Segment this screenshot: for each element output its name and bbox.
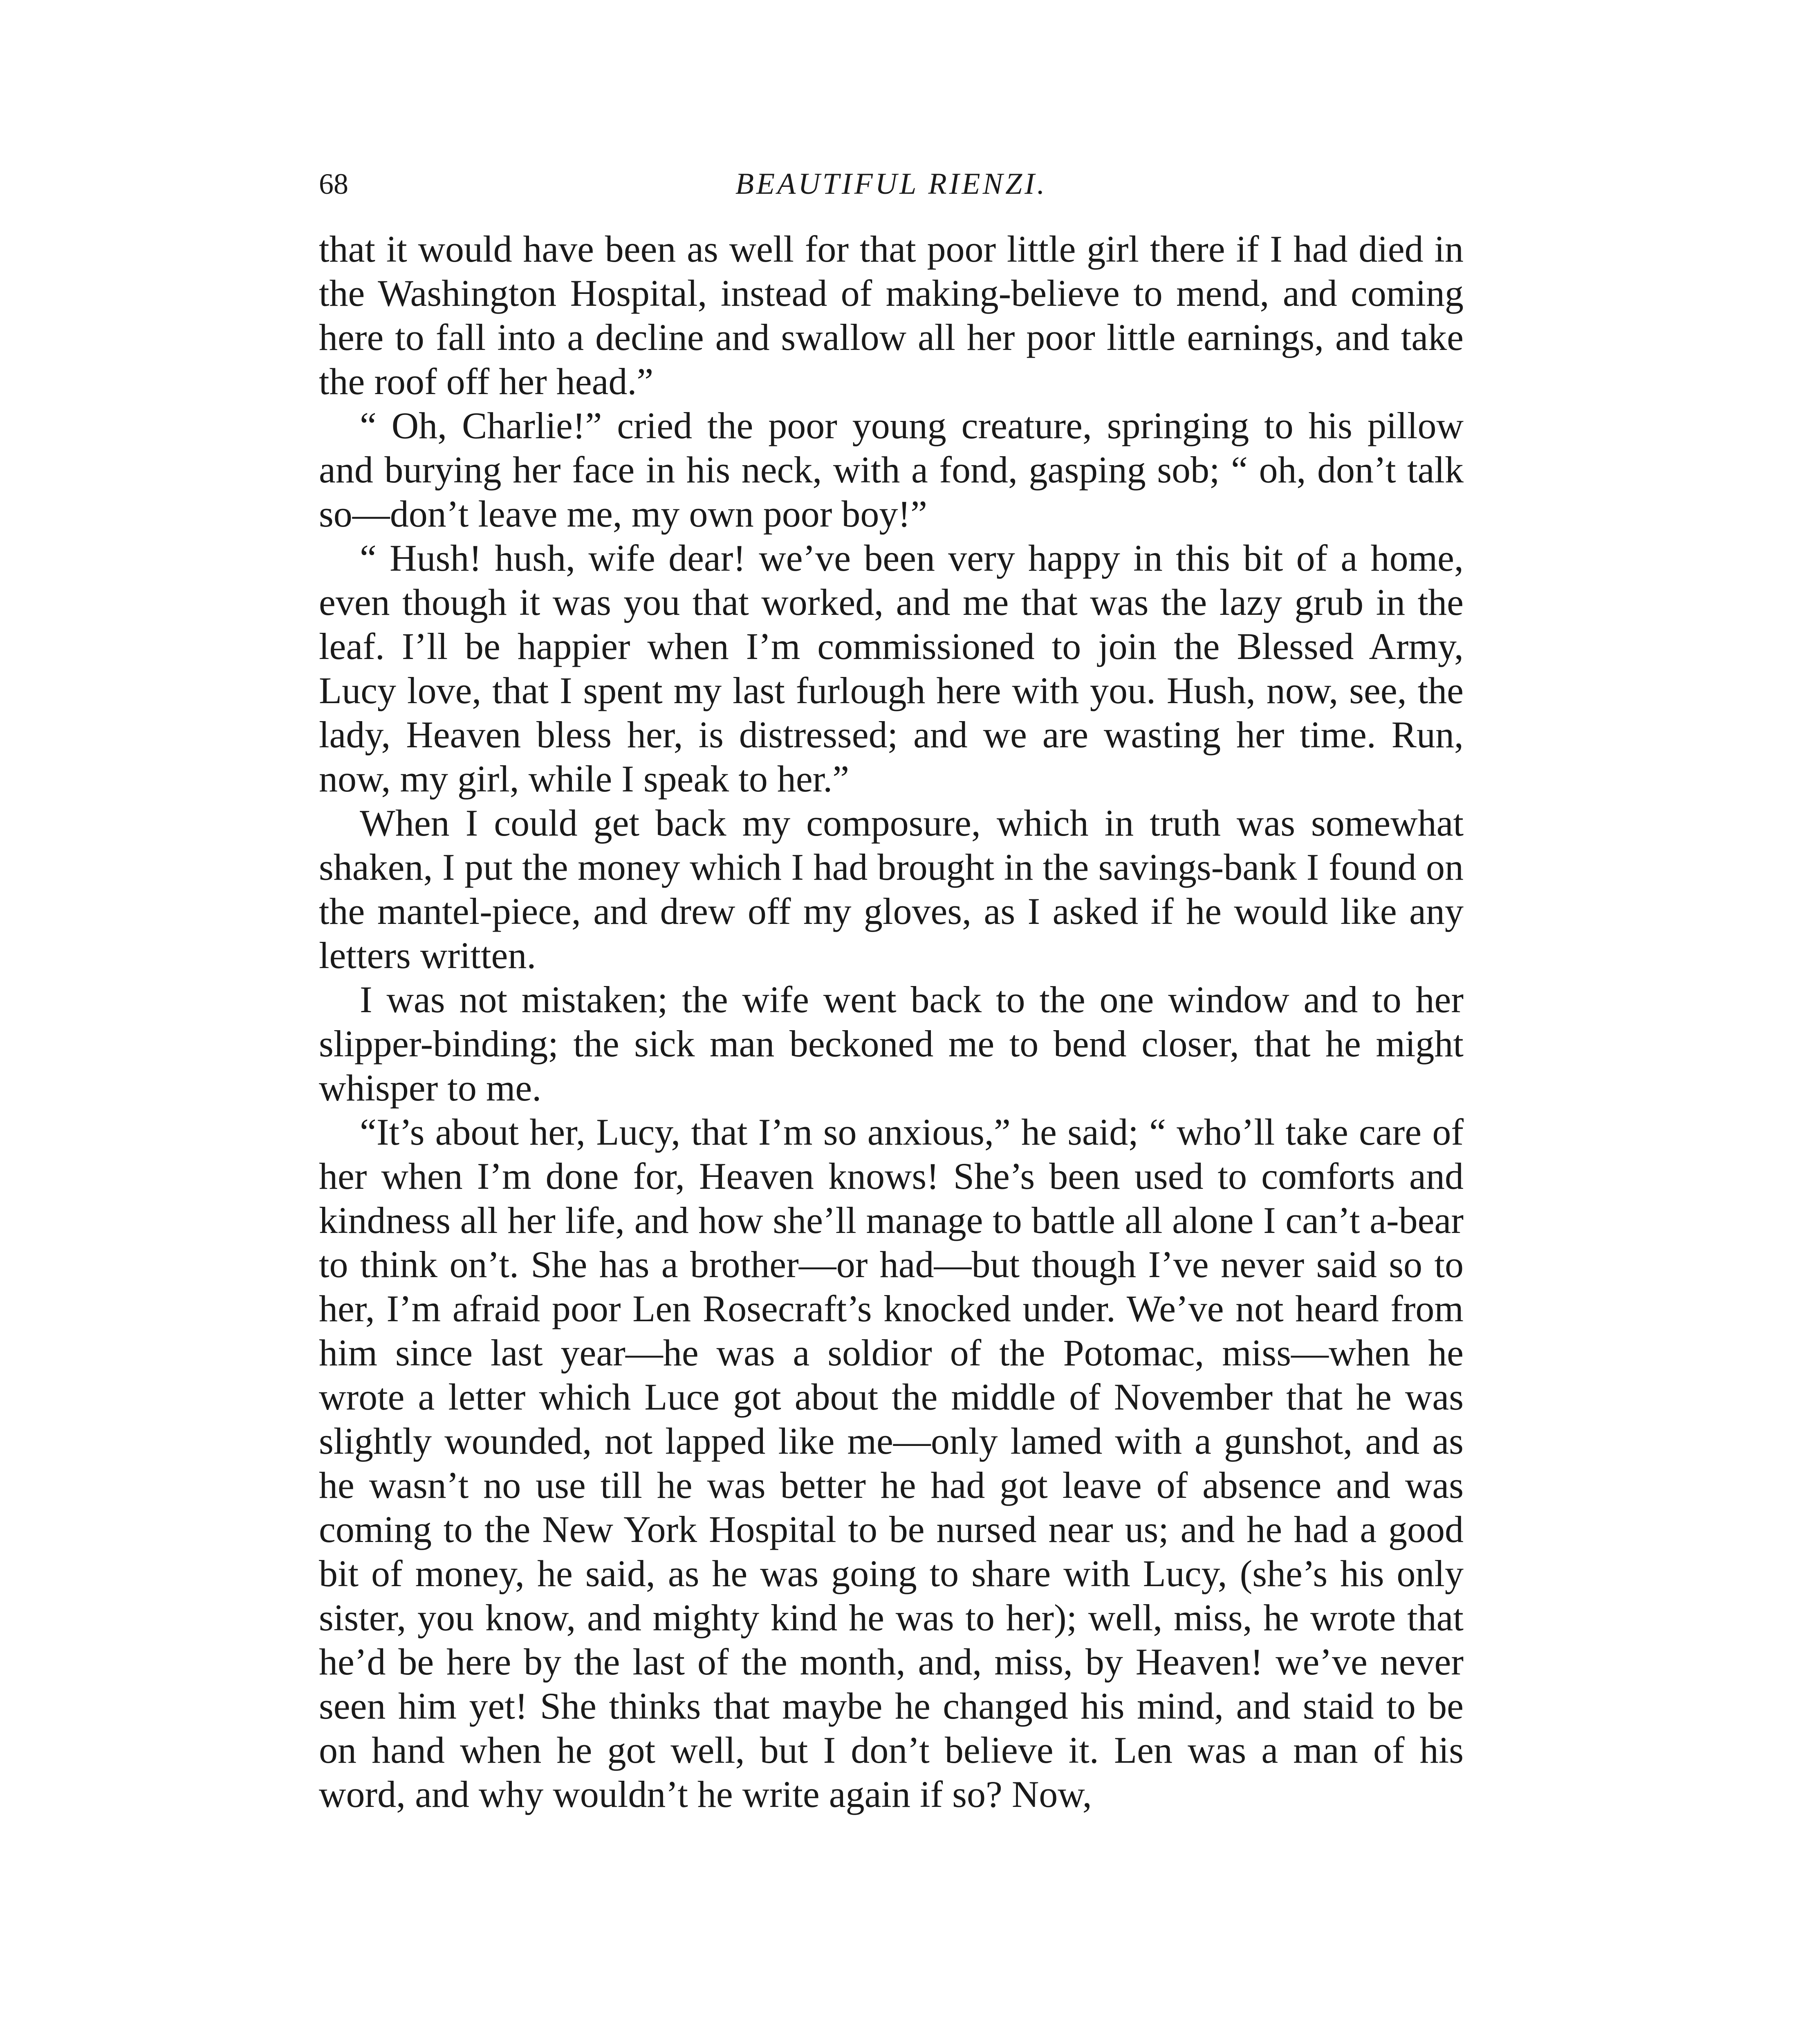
paragraph: I was not mistaken; the wife went back to the one window and to her slipper-binding; the sick man beckoned me to bend closer, that he might whisper to me. xyxy=(319,979,1464,1109)
paragraph-continued: that it would have been as well for that poor little girl there if I had died in the Washington Hospital, instead of making-believe to mend, and coming here to fall into a decline and swallow all her poor little earnings, and take the roof off her head.” xyxy=(319,228,1464,402)
paragraph: When I could get back my composure, which in truth was somewhat shaken, I put the money which I had brought in the savings-bank I found on the mantel-piece, and drew off my gloves, as I asked if he would like any letters written. xyxy=(319,802,1464,976)
paragraph: “ Oh, Charlie!” cried the poor young creature, springing to his pillow and burying her face in his neck, with a fond, gasping sob; “ oh, don’t talk so—don’t leave me, my own poor boy!” xyxy=(319,405,1464,535)
body-text xyxy=(319,227,1464,1816)
paragraph: “ Hush! hush, wife dear! we’ve been very happy in this bit of a home, even though it was you that worked, and me that was the lazy grub in the leaf. I’ll be happier when I’m commissioned to join the Blessed Army, Lucy love, that I spent my last furlough here with you. Hush, now, see, the lady, Heaven bless her, is distressed; and we are wasting her time. Run, now, my girl, while I speak to her.” xyxy=(319,537,1464,800)
page-header xyxy=(319,155,1464,213)
page-number: 68 xyxy=(319,168,348,200)
running-title: BEAUTIFUL RIENZI. xyxy=(735,167,1047,201)
paragraph: “It’s about her, Lucy, that I’m so anxious,” he said; “ who’ll take care of her when I’m done for, Heaven knows! She’s been used to comforts and kindness all her life, and how she’ll manage to battle all alone I can’t a-bear to think on’t. She has a brother—or had—but though I’ve never said so to her, I’m afraid poor Len Rosecraft’s knocked under. We’ve not heard from him since last year—he was a soldior of the Potomac, miss—when he wrote a letter which Luce got about the middle of November that he was slightly wounded, not lapped like me—only lamed with a gunshot, and as he wasn’t no use till he was better he had got leave of absence and was coming to the New York Hospital to be nursed near us; and he had a good bit of money, he said, as he was going to share with Lucy, (she’s his only sister, you know, and mighty kind he was to her); well, miss, he wrote that he’d be here by the last of the month, and, miss, by Heaven! we’ve never seen him yet! She thinks that maybe he changed his mind, and staid to be on hand when he got well, but I don’t believe it. Len was a man of his word, and why wouldn’t he write again if so? Now, xyxy=(319,1111,1464,1815)
